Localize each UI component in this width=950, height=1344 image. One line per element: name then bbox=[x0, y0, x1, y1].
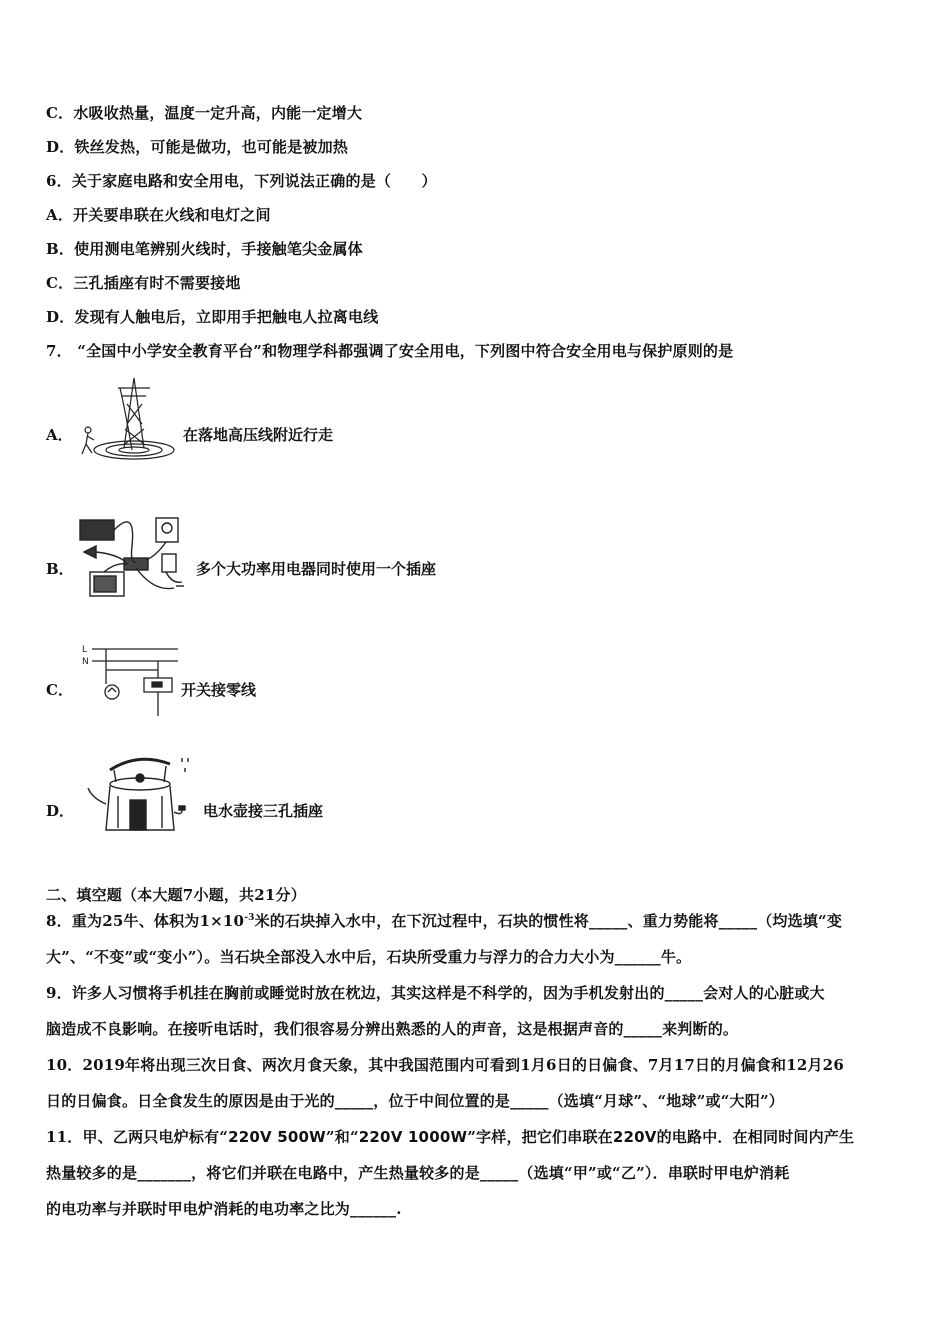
q7-option-d-letter: D． bbox=[46, 802, 75, 820]
q7-option-b-letter: B． bbox=[46, 560, 74, 578]
question-6-option-a: A．开关要串联在火线和电灯之间 bbox=[46, 206, 271, 224]
question-10-line-1: 10．2019年将出现三次日食、两次月食天象，其中我国范围内可看到1月6日的日偏食、7月17日的月偏食和12月26 bbox=[46, 1056, 844, 1074]
q11-rating-b: 220V 1000W bbox=[358, 1128, 468, 1146]
wire-label-l: L bbox=[82, 645, 88, 655]
question-6-option-c: C．三孔插座有时不需要接地 bbox=[46, 274, 241, 292]
question-6-option-b: B．使用测电笔辨别火线时，手接触笔尖金属体 bbox=[46, 240, 363, 258]
question-11-line-2: 热量较多的是_______，将它们并联在电路中，产生热量较多的是_____（选填“甲”或“乙”）．串联时甲电炉消耗 bbox=[46, 1164, 790, 1182]
question-11-line-1 bbox=[46, 1126, 854, 1147]
q7-option-b-text: 多个大功率用电器同时使用一个插座 bbox=[196, 560, 437, 578]
electric-kettle-image bbox=[78, 752, 194, 840]
q7-option-c-letter: C． bbox=[46, 681, 73, 699]
question-11-line-3: 的电功率与并联时甲电炉消耗的电功率之比为______. bbox=[46, 1200, 402, 1218]
q8-text-a: 8．重为25牛、体积为1×10 bbox=[46, 912, 245, 930]
overloaded-socket-image bbox=[76, 506, 188, 600]
q11-voltage: 220V bbox=[612, 1128, 657, 1146]
question-7: 7． “全国中小学安全教育平台”和物理学科都强调了安全用电，下列图中符合安全用电与保护原则的是 bbox=[46, 342, 734, 360]
question-9-line-2: 脑造成不良影响。在接听电话时，我们很容易分辨出熟悉的人的声音，这是根据声音的_____来判断的。 bbox=[46, 1020, 739, 1038]
question-8-line-1 bbox=[46, 910, 842, 931]
wire-label-n: N bbox=[82, 657, 89, 667]
q7-option-a-letter: A． bbox=[46, 426, 73, 444]
q7-option-d-text: 电水壶接三孔插座 bbox=[203, 802, 324, 820]
switch-wiring-diagram bbox=[80, 640, 180, 720]
q11-text-a: 11．甲、乙两只电炉标有“ bbox=[46, 1128, 229, 1146]
q7-option-a-text: 在落地高压线附近行走 bbox=[183, 426, 334, 444]
question-6-option-d: D．发现有人触电后，立即用手把触电人拉离电线 bbox=[46, 308, 379, 326]
q7-option-c-text: 开关接零线 bbox=[181, 681, 257, 699]
q11-text-g: 的电路中．在相同时间内产生 bbox=[656, 1128, 855, 1146]
question-9-line-1: 9．许多人习惯将手机挂在胸前或睡觉时放在枕边，其实这样是不科学的，因为手机发射出的_____会对人的心脏或大 bbox=[46, 984, 825, 1002]
q11-text-e: ”字样，把它们串联在 bbox=[467, 1128, 613, 1146]
q8-text-b: 米的石块掉入水中，在下沉过程中，石块的惯性将_____、重力势能将_____（均选填“变 bbox=[254, 912, 843, 930]
question-6: 6．关于家庭电路和安全用电，下列说法正确的是（ ） bbox=[46, 172, 437, 190]
question-10-line-2: 日的日偏食。日全食发生的原因是由于光的_____，位于中间位置的是_____（选填“月球”、“地球”或“大阳”） bbox=[46, 1092, 784, 1110]
q8-exponent: -3 bbox=[244, 913, 255, 923]
q11-text-c: ”和“ bbox=[325, 1128, 359, 1146]
section-2-heading: 二、填空题（本大题7小题，共21分） bbox=[46, 886, 306, 904]
option-c-q5: C．水吸收热量，温度一定升高，内能一定增大 bbox=[46, 104, 363, 122]
option-d-q5: D．铁丝发热，可能是做功，也可能是被加热 bbox=[46, 138, 349, 156]
question-8-line-2: 大”、“不变”或“变小”）。当石块全部没入水中后，石块所受重力与浮力的合力大小为______牛。 bbox=[46, 948, 692, 966]
q11-rating-a: 220V 500W bbox=[228, 1128, 326, 1146]
high-voltage-tower-image bbox=[74, 374, 178, 462]
